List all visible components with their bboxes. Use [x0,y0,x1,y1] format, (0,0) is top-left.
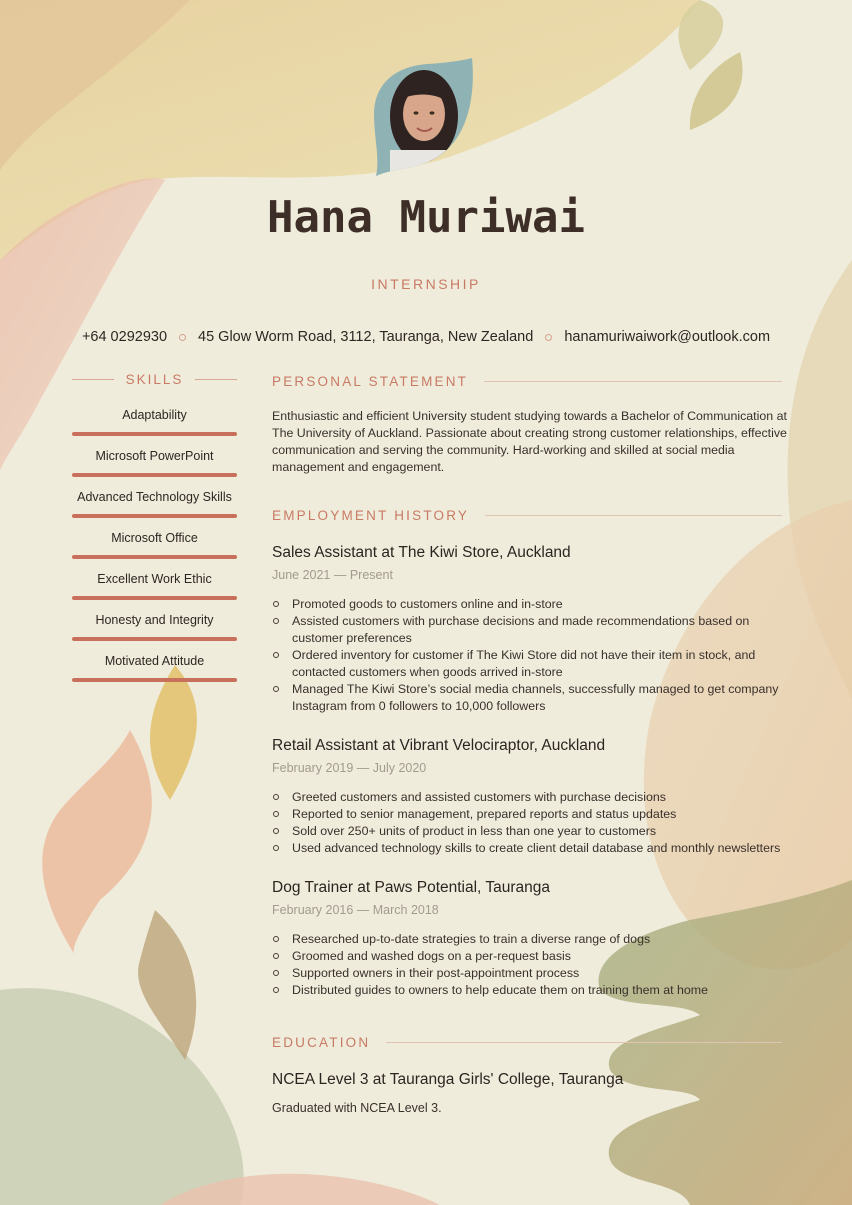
list-item: Researched up-to-date strategies to train a diverse range of dogs [272,931,782,948]
list-item: Ordered inventory for customer if The Kiwi Store did not have their item in stock, and contacted customers when goods arrived in-store [272,647,782,681]
skill-bar [72,555,237,559]
skill-bar [72,637,237,641]
list-item: Supported owners in their post-appointment process [272,965,782,982]
skill-item [72,607,237,648]
job-title: Retail Assistant at Vibrant Velociraptor, Auckland [272,737,606,754]
skill-bar [72,473,237,477]
skill-bar [72,678,237,682]
divider [485,515,782,516]
contact-line [0,329,852,345]
skills-list [72,402,237,689]
skill-label: Advanced Technology Skills [77,490,232,504]
section-heading-label: EMPLOYMENT HISTORY [272,507,470,523]
email-address: hanamuriwaiwork@outlook.com [564,329,771,345]
separator-dot-icon [179,334,186,341]
main-column [272,372,787,1115]
job-target: INTERNSHIP [371,276,481,292]
divider [195,379,237,380]
education-heading [272,1033,782,1051]
employment-history-heading [272,506,782,524]
education-text: Graduated with NCEA Level 3. [272,1101,442,1115]
skill-label: Motivated Attitude [104,654,205,668]
job-bullets [272,789,782,857]
profile-photo [372,58,476,176]
separator-dot-icon [545,334,552,341]
skill-label: Microsoft PowerPoint [95,449,214,463]
personal-statement-text: Enthusiastic and efficient University student studying towards a Bachelor of Communication at The University of Auckland. Passionate about creating strong customer relationships, effective communication and serving the community. Hard-working and skilled at social media management and engagement. [272,409,787,474]
personal-statement-heading [272,372,782,390]
list-item: Assisted customers with purchase decisions and made recommendations based on customer preferences [272,613,782,647]
list-item: Used advanced technology skills to create client detail database and monthly newsletters [272,840,782,857]
skill-label: Excellent Work Ethic [97,572,212,586]
skill-item [72,402,237,443]
job-entry [272,879,782,999]
list-item: Managed The Kiwi Store’s social media channels, successfully managed to get company Instagram from 0 followers to 10,000 followers [272,681,782,715]
divider [484,381,782,382]
job-dates: February 2019 — July 2020 [272,761,427,775]
skill-item [72,443,237,484]
list-item: Sold over 250+ units of product in less than one year to customers [272,823,782,840]
skill-item [72,566,237,607]
candidate-name: Hana Muriwai [267,192,585,243]
job-bullets [272,931,782,999]
skill-label: Adaptability [122,408,187,422]
skill-bar [72,514,237,518]
job-title: Sales Assistant at The Kiwi Store, Auckland [272,544,571,561]
skill-bar [72,596,237,600]
list-item: Greeted customers and assisted customers with purchase decisions [272,789,782,806]
phone-number: +64 0292930 [81,329,168,345]
skill-bar [72,432,237,436]
list-item: Distributed guides to owners to help educate them on training them at home [272,982,782,999]
section-heading-label: PERSONAL STATEMENT [272,373,469,389]
skills-heading [72,372,237,387]
job-title: Dog Trainer at Paws Potential, Tauranga [272,879,551,896]
divider [386,1042,782,1043]
skill-item [72,484,237,525]
skills-heading-label: SKILLS [125,372,184,387]
skill-item [72,525,237,566]
list-item: Reported to senior management, prepared reports and status updates [272,806,782,823]
skill-label: Honesty and Integrity [95,613,214,627]
job-dates: February 2016 — March 2018 [272,903,439,917]
divider [72,379,114,380]
address: 45 Glow Worm Road, 3112, Tauranga, New Zealand [198,329,534,345]
job-bullets [272,596,782,715]
list-item: Groomed and washed dogs on a per-request basis [272,948,782,965]
skill-label: Microsoft Office [111,531,198,545]
list-item: Promoted goods to customers online and in-store [272,596,782,613]
job-dates: June 2021 — Present [272,568,393,582]
section-heading-label: EDUCATION [272,1034,371,1050]
skill-item [72,648,237,689]
job-entry [272,544,782,715]
job-entry [272,737,782,857]
education-title: NCEA Level 3 at Tauranga Girls' College, Tauranga [272,1071,624,1088]
